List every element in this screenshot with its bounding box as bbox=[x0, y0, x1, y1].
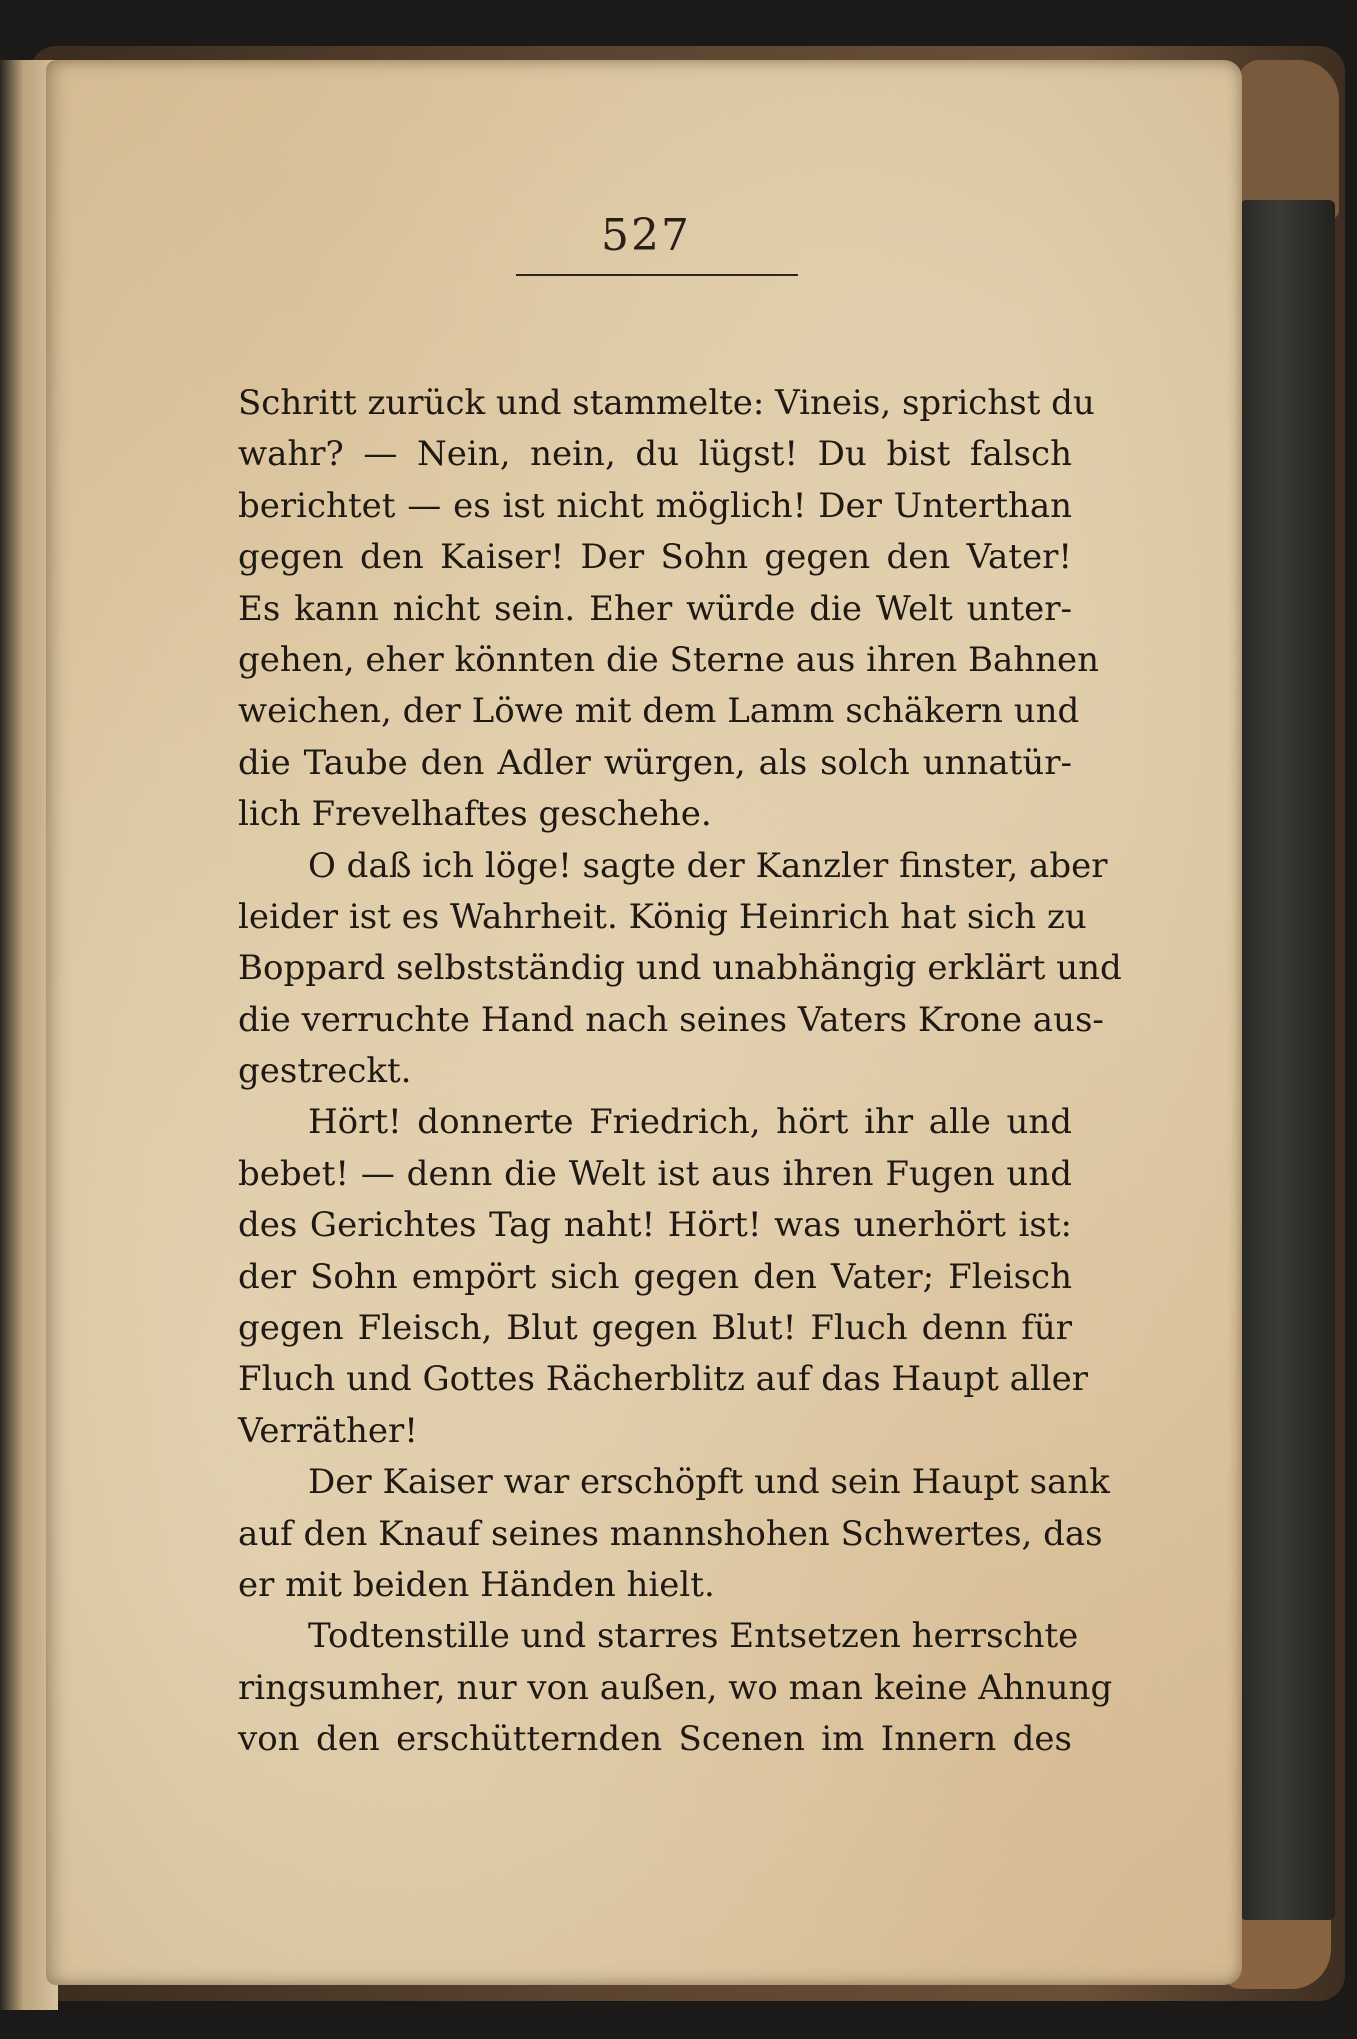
header-rule bbox=[516, 274, 798, 276]
text-line: die Taube den Adler würgen, als solch unnatür- bbox=[238, 742, 1072, 783]
text-line: ringsumher, nur von außen, wo man keine Ahnung bbox=[238, 1667, 1113, 1708]
text-line: berichtet — es ist nicht möglich! Der Unterthan bbox=[238, 485, 1072, 526]
page-number: 527 bbox=[601, 210, 691, 261]
text-line: Boppard selbstständig und unabhängig erklärt und bbox=[238, 948, 1122, 989]
text-line: des Gerichtes Tag naht! Hört! was unerhört ist: bbox=[238, 1205, 1072, 1246]
text-line: leider ist es Wahrheit. König Heinrich hat sich zu bbox=[238, 896, 1087, 937]
cover-corner-top bbox=[1239, 60, 1339, 220]
text-line: gestreckt. bbox=[238, 1051, 412, 1092]
text-line: O daß ich löge! sagte der Kanzler finster, aber bbox=[308, 845, 1108, 886]
book-page bbox=[46, 60, 1242, 1985]
text-line: gehen, eher könnten die Sterne aus ihren Bahnen bbox=[238, 639, 1100, 680]
text-line: wahr? — Nein, nein, du lügst! Du bist falsch bbox=[238, 434, 1072, 475]
text-line: Todtenstille und starres Entsetzen herrschte bbox=[308, 1616, 1079, 1657]
text-line: die verruchte Hand nach seines Vaters Krone aus- bbox=[238, 999, 1104, 1040]
text-line: Fluch und Gottes Rächerblitz auf das Haupt aller bbox=[238, 1359, 1088, 1400]
text-line: Der Kaiser war erschöpft und sein Haupt sank bbox=[308, 1462, 1110, 1503]
text-line: lich Frevelhaftes geschehe. bbox=[238, 794, 712, 835]
text-line: gegen den Kaiser! Der Sohn gegen den Vater! bbox=[238, 537, 1072, 578]
text-line: Es kann nicht sein. Eher würde die Welt unter- bbox=[238, 588, 1072, 629]
text-line: von den erschütternden Scenen im Innern des bbox=[238, 1719, 1072, 1760]
text-line: auf den Knauf seines mannshohen Schwertes, das bbox=[238, 1513, 1103, 1554]
text-line: er mit beiden Händen hielt. bbox=[238, 1564, 715, 1605]
text-line: gegen Fleisch, Blut gegen Blut! Fluch denn für bbox=[238, 1308, 1072, 1349]
text-line: Schritt zurück und stammelte: Vineis, sprichst du bbox=[238, 383, 1095, 423]
text-line: Verräther! bbox=[238, 1410, 418, 1451]
body-text bbox=[238, 378, 1122, 1766]
text-line: bebet! — denn die Welt ist aus ihren Fugen und bbox=[238, 1153, 1072, 1194]
text-line: der Sohn empört sich gegen den Vater; Fleisch bbox=[238, 1256, 1072, 1297]
cover-board-edge bbox=[1240, 200, 1335, 1920]
text-line: Hört! donnerte Friedrich, hört ihr alle und bbox=[308, 1102, 1072, 1143]
text-line: weichen, der Löwe mit dem Lamm schäkern und bbox=[238, 691, 1080, 732]
